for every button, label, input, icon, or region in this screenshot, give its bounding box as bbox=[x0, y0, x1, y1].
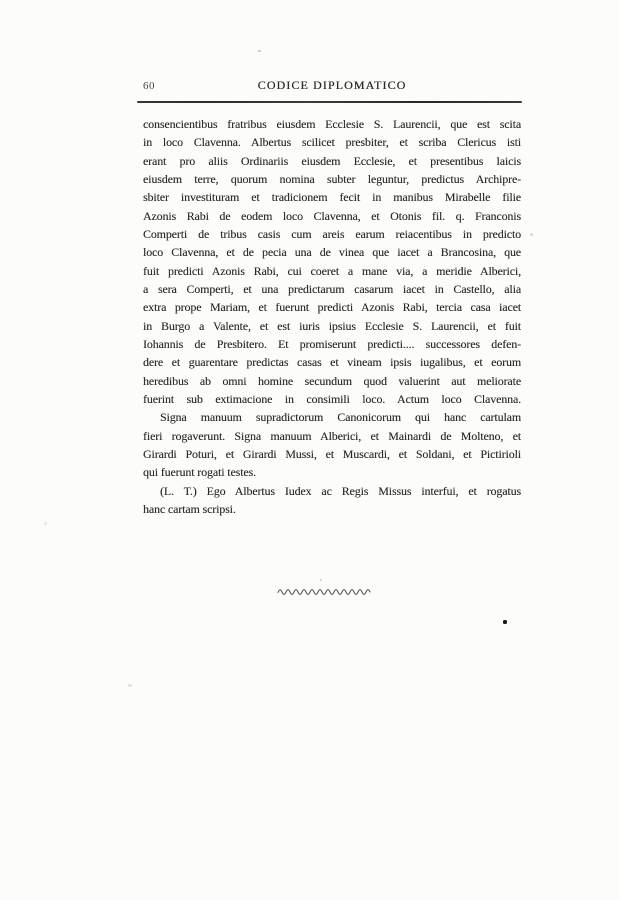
page-number: 60 bbox=[143, 80, 155, 92]
text-line: Azonis Rabi de eodem loco Clavenna, et Otonis fil. q. Franconis bbox=[143, 208, 521, 223]
header-rule bbox=[137, 101, 522, 103]
scan-speck bbox=[258, 50, 261, 52]
scan-speck bbox=[530, 233, 533, 236]
text-line: eiusdem terre, quorum nomina subter leguntur, predictus Archipre- bbox=[143, 171, 521, 186]
scan-speck bbox=[320, 579, 322, 581]
text-line: sbiter investituram et tradicionem fecit in manibus Mirabelle filie bbox=[143, 190, 521, 205]
document-body bbox=[143, 115, 521, 518]
text-line: erant pro aliis Ordinariis eiusdem Ecclesie, et presentibus laicis bbox=[143, 153, 521, 168]
text-line: a sera Comperti, et una predictarum casarum iacet in Castello, alia bbox=[143, 281, 521, 296]
scan-speck bbox=[44, 522, 47, 525]
text-line: Iohannis de Presbitero. Et promiserunt predicti.... successores defen- bbox=[143, 336, 521, 351]
text-line: dere et guarentare predictas casas et vineam ipsis iugalibus, et eorum bbox=[143, 355, 521, 370]
text-line: loco Clavenna, et de pecia una de vinea que iacet a Brancosina, que bbox=[143, 245, 521, 260]
text-line: extra prope Mariam, et fuerunt predicti Azonis Rabi, tercia casa iacet bbox=[143, 300, 521, 315]
text-line: hanc cartam scripsi. bbox=[143, 501, 236, 516]
text-line: fuerint sub extimacione in consimili loco. Actum loco Clavenna. bbox=[143, 391, 521, 406]
text-line: heredibus ab omni homine secundum quod valuerint aut meliorate bbox=[143, 373, 521, 388]
scan-speck bbox=[128, 684, 132, 687]
text-line: fuit predicti Azonis Rabi, cui coeret a mane via, a meridie Alberici, bbox=[143, 263, 521, 278]
text-line: qui fuerunt rogati testes. bbox=[143, 465, 256, 480]
text-line: (L. T.) Ego Albertus Iudex ac Regis Missus interfui, et rogatus bbox=[160, 483, 521, 498]
text-line: fieri rogaverunt. Signa manuum Alberici, et Mainardi de Molteno, et bbox=[143, 428, 521, 443]
text-line: Signa manuum supradictorum Canonicorum qui hanc cartulam bbox=[160, 410, 521, 425]
text-line: Girardi Poturi, et Girardi Mussi, et Muscardi, et Soldani, et Pictirioli bbox=[143, 446, 521, 461]
text-line: in Burgo a Valente, et est iuris ipsius Ecclesie S. Laurencii, et fuit bbox=[143, 318, 521, 333]
squiggle-divider-icon bbox=[277, 584, 373, 598]
ink-dot-artifact bbox=[503, 620, 507, 624]
text-line: Comperti de tribus casis cum areis earum reiacentibus in predicto bbox=[143, 226, 521, 241]
page-title: CODICE DIPLOMATICO bbox=[257, 78, 407, 92]
text-line: consencientibus fratribus eiusdem Ecclesie S. Laurencii, que est scita bbox=[143, 117, 521, 131]
text-line: in loco Clavenna. Albertus scilicet presbiter, et scriba Clericus isti bbox=[143, 135, 521, 150]
